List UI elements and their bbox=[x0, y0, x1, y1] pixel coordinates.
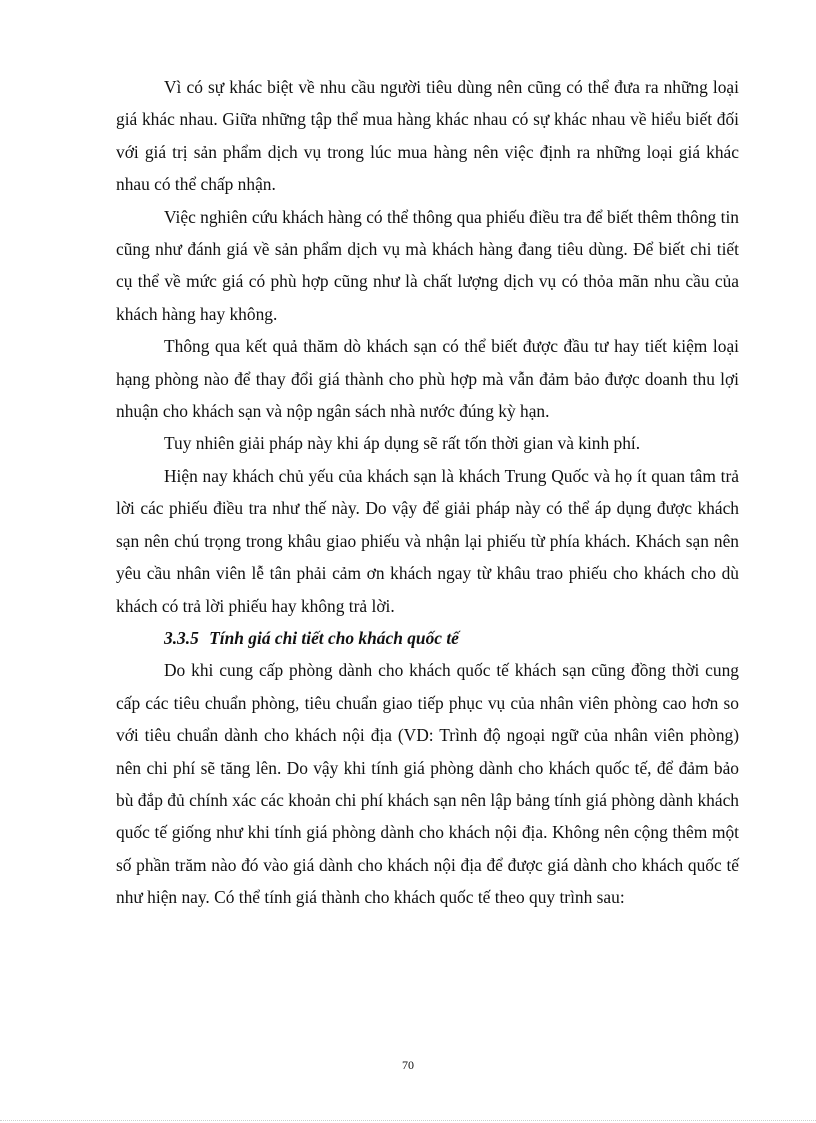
paragraph: Do khi cung cấp phòng dành cho khách quốc tế khách sạn cũng đồng thời cung cấp các tiêu chuẩn phòng, tiêu chuẩn giao tiếp phục vụ của nhân viên phòng cao hơn so với tiêu chuẩn dành cho khách nội địa (VD: Trình độ ngoại ngữ của nhân viên phòng) nên chi phí sẽ tăng lên. Do vậy khi tính giá phòng dành cho khách quốc tế, để đảm bảo bù đắp đủ chính xác các khoản chi phí khách sạn nên lập bảng tính giá phòng dành khách quốc tế giống như khi tính giá phòng dành cho khách nội địa. Không nên cộng thêm một số phần trăm nào đó vào giá dành cho khách nội địa để được giá dành cho khách quốc tế như hiện nay. Có thể tính giá thành cho khách quốc tế theo quy trình sau: bbox=[116, 660, 739, 908]
page-bottom-divider bbox=[0, 1120, 816, 1121]
paragraph: Vì có sự khác biệt về nhu cầu người tiêu dùng nên cũng có thể đưa ra những loại giá khác nhau. Giữa những tập thể mua hàng khác nhau có sự khác nhau về hiểu biết đối với giá trị sản phẩm dịch vụ trong lúc mua hàng nên việc định ra những loại giá khác nhau có thể chấp nhận. bbox=[116, 77, 739, 195]
paragraph: Thông qua kết quả thăm dò khách sạn có thể biết được đầu tư hay tiết kiệm loại hạng phòng nào để thay đổi giá thành cho phù hợp mà vẫn đảm bảo được doanh thu lợi nhuận cho khách sạn và nộp ngân sách nhà nước đúng kỳ hạn. bbox=[116, 336, 739, 422]
body-text bbox=[116, 71, 739, 914]
paragraph: Việc nghiên cứu khách hàng có thể thông qua phiếu điều tra để biết thêm thông tin cũng như đánh giá về sản phẩm dịch vụ mà khách hàng đang tiêu dùng. Để biết chi tiết cụ thể về mức giá có phù hợp cũng như là chất lượng dịch vụ có thỏa mãn nhu cầu của khách hàng hay không. bbox=[116, 206, 739, 324]
page-number: 70 bbox=[402, 1058, 414, 1072]
section-number: 3.3.5 bbox=[164, 627, 199, 648]
paragraph: Hiện nay khách chủ yếu của khách sạn là khách Trung Quốc và họ ít quan tâm trả lời các phiếu điều tra như thế này. Do vậy để giải pháp này có thể áp dụng được khách sạn nên chú trọng trong khâu giao phiếu và nhận lại phiếu từ phía khách. Khách sạn nên yêu cầu nhân viên lễ tân phải cảm ơn khách ngay từ khâu trao phiếu cho khách cho dù khách có trả lời phiếu hay không trả lời. bbox=[116, 465, 739, 616]
section-heading bbox=[116, 622, 739, 654]
paragraph: Tuy nhiên giải pháp này khi áp dụng sẽ rất tốn thời gian và kinh phí. bbox=[164, 433, 641, 454]
section-title: Tính giá chi tiết cho khách quốc tế bbox=[209, 627, 459, 648]
